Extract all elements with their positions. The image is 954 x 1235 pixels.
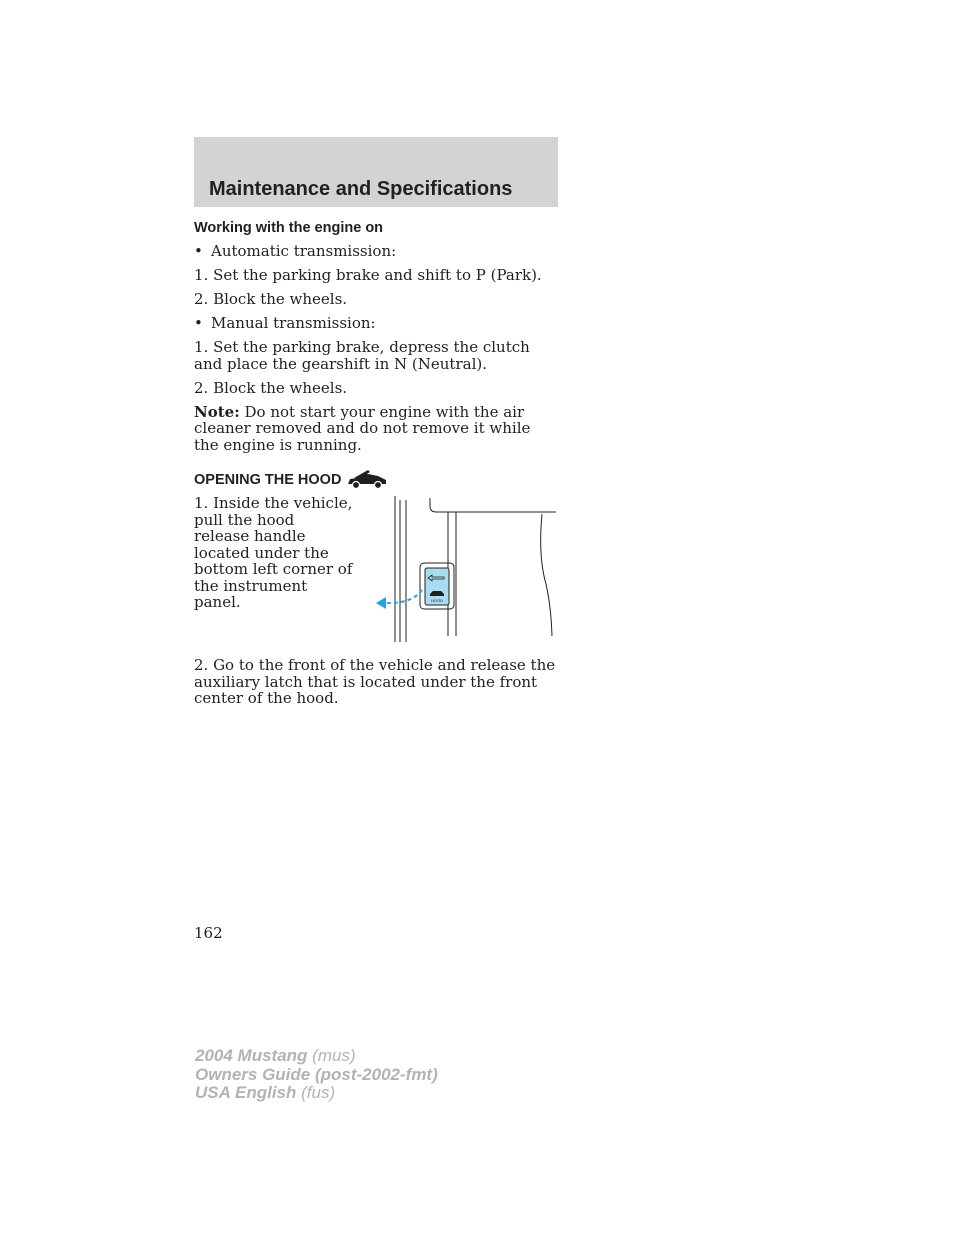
hood-step-1: 1. Inside the vehicle, pull the hood release handle located under the bottom left corner of the instrument panel. — [194, 494, 353, 611]
engine-on-section — [194, 220, 558, 461]
footer-language-code: (fus) — [296, 1083, 336, 1102]
automatic-label: Automatic transmission: — [211, 242, 397, 260]
footer-model: 2004 Mustang — [195, 1046, 308, 1065]
footer-guide-title: Owners Guide (post-2002-fmt) — [195, 1064, 438, 1084]
note-paragraph — [194, 404, 558, 454]
opening-hood-title: OPENING THE HOOD — [194, 472, 342, 488]
footer-line-1 — [195, 1047, 438, 1066]
footer-model-code: (mus) — [307, 1046, 356, 1065]
bullet-icon: • — [194, 242, 203, 260]
page-number: 162 — [194, 924, 223, 942]
list-item: 1. Set the parking brake and shift to P (Park). — [194, 266, 542, 284]
opening-hood-heading — [194, 470, 388, 490]
note-label: Note: — [194, 402, 240, 421]
list-item: 2. Block the wheels. — [194, 290, 348, 308]
arrow-head-icon — [376, 597, 386, 609]
engine-on-heading: Working with the engine on — [194, 220, 384, 236]
panel-edge — [430, 498, 556, 512]
car-hood-open-icon — [346, 470, 388, 490]
bullet-icon: • — [194, 314, 203, 332]
section-header-banner — [194, 137, 558, 207]
footer-line-3 — [195, 1084, 438, 1103]
footer-line-2 — [195, 1066, 438, 1085]
document-footer — [195, 1047, 438, 1103]
note-text: Do not start your engine with the air cleaner removed and do not remove it while the engine is running. — [194, 402, 531, 454]
panel-curve — [541, 514, 552, 636]
list-item — [194, 315, 558, 332]
hood-step-2: 2. Go to the front of the vehicle and release the auxiliary latch that is located under the front center of the hood. — [194, 656, 556, 707]
release-direction-arrow — [384, 590, 422, 603]
footer-language: USA English — [195, 1083, 297, 1102]
section-title: Maintenance and Specifications — [209, 178, 513, 200]
manual-label: Manual transmission: — [211, 314, 376, 332]
list-item: 2. Block the wheels. — [194, 378, 348, 397]
list-item — [194, 243, 558, 260]
hood-release-illustration — [370, 496, 560, 646]
hood-handle-label: HOOD — [431, 598, 443, 603]
list-item: 1. Set the parking brake, depress the clutch and place the gearshift in N (Neutral). — [194, 338, 530, 373]
